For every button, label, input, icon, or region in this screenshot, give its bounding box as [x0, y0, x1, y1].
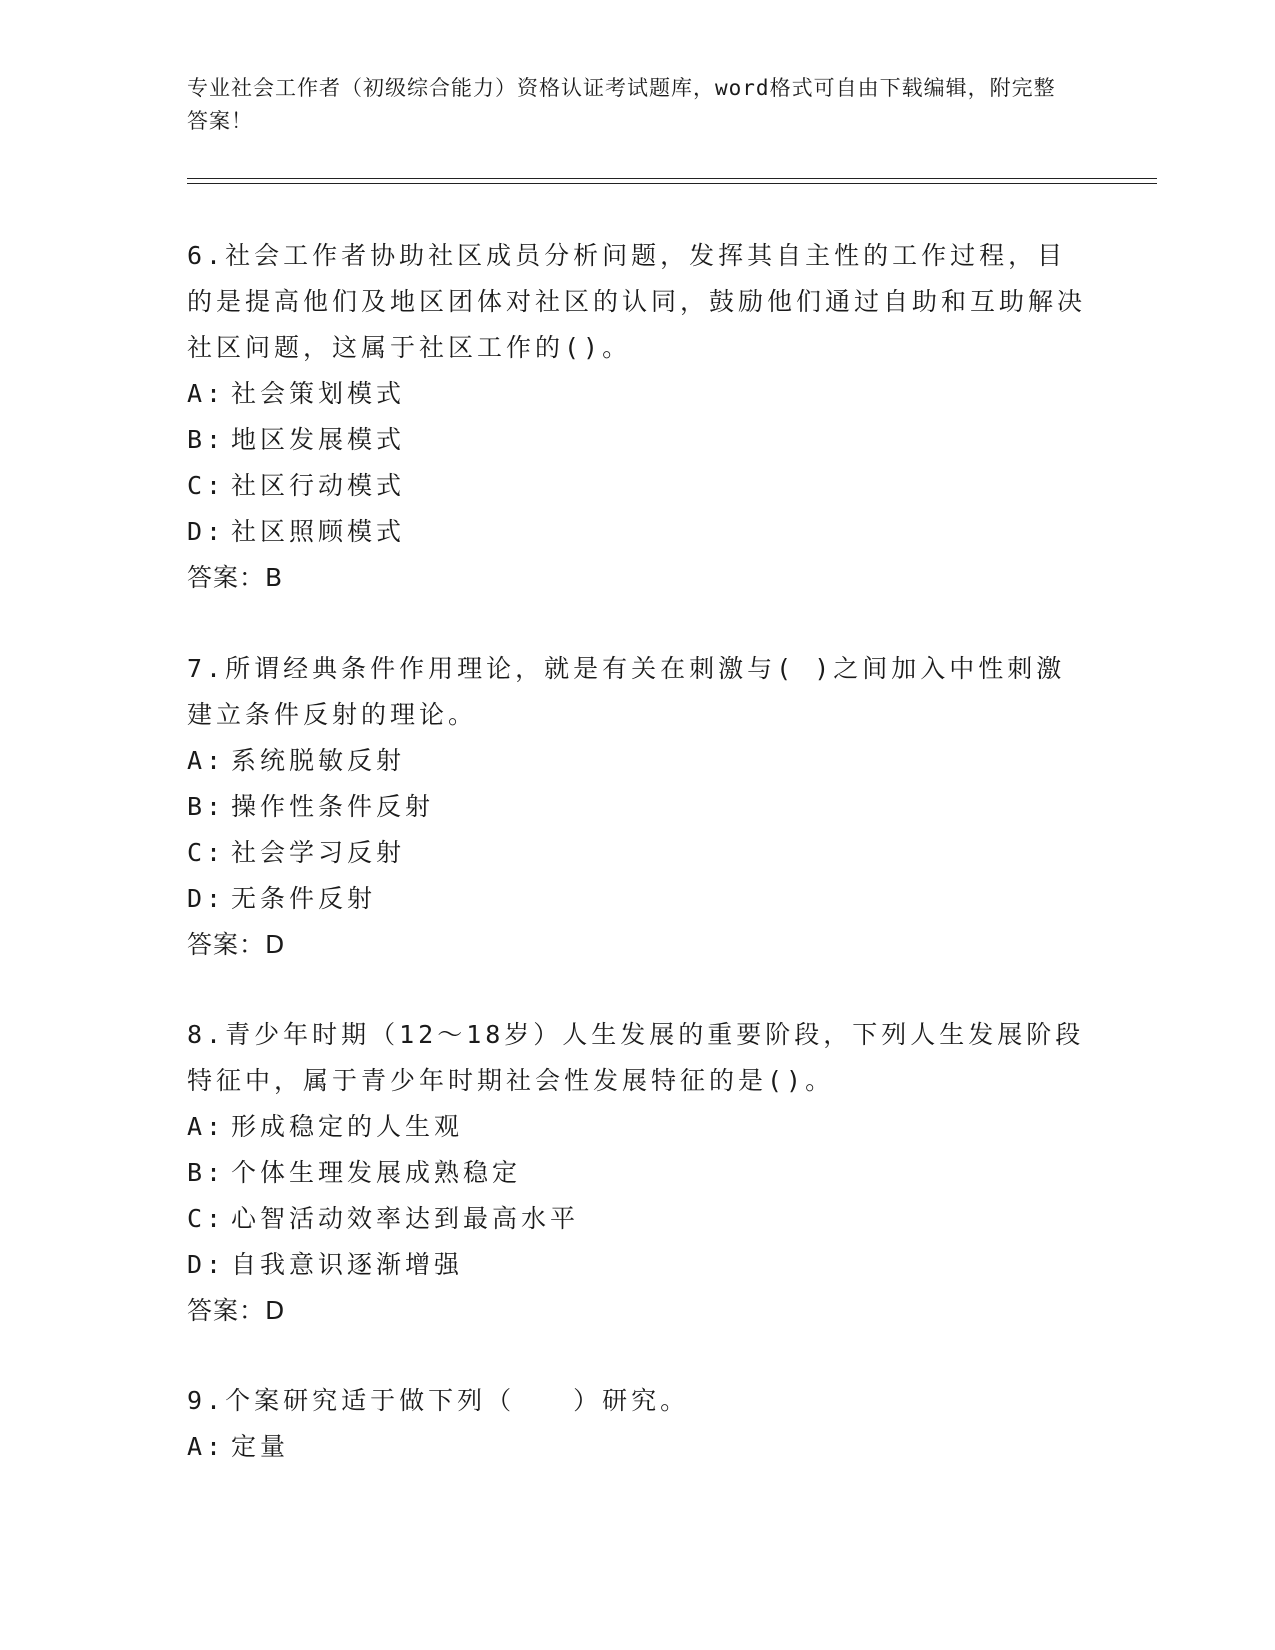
- option-text: 地区发展模式: [231, 425, 406, 454]
- answer-line: 答案：D: [187, 1296, 286, 1325]
- option-d: [187, 509, 1087, 555]
- option-a: [187, 1104, 1087, 1150]
- option-d: [187, 1242, 1087, 1288]
- option-letter: C:: [187, 1204, 226, 1233]
- option-letter: A:: [187, 379, 226, 408]
- option-b: [187, 1150, 1087, 1196]
- option-text: 无条件反射: [231, 884, 377, 913]
- header-divider-top: [187, 178, 1157, 179]
- option-a: [187, 1424, 1087, 1470]
- document-header: 专业社会工作者（初级综合能力）资格认证考试题库，word格式可自由下载编辑，附完整答案！: [187, 76, 1056, 133]
- option-letter: D:: [187, 1250, 226, 1279]
- option-c: [187, 1196, 1087, 1242]
- option-b: [187, 784, 1087, 830]
- question-stem: 6.社会工作者协助社区成员分析问题，发挥其自主性的工作过程，目的是提高他们及地区团体对社区的认同，鼓励他们通过自助和互助解决社区问题，这属于社区工作的()。: [187, 241, 1087, 362]
- option-text: 形成稳定的人生观: [231, 1112, 464, 1141]
- option-b: [187, 417, 1087, 463]
- question-stem: 7.所谓经典条件作用理论，就是有关在刺激与( )之间加入中性刺激建立条件反射的理论。: [187, 654, 1066, 729]
- option-text: 社会策划模式: [231, 379, 406, 408]
- option-letter: B:: [187, 425, 226, 454]
- option-text: 定量: [231, 1432, 290, 1461]
- option-letter: B:: [187, 1158, 226, 1187]
- option-a: [187, 371, 1087, 417]
- option-text: 自我意识逐渐增强: [231, 1250, 464, 1279]
- question-6: [187, 233, 1087, 601]
- question-7: [187, 646, 1087, 968]
- question-stem: 8.青少年时期（12～18岁）人生发展的重要阶段，下列人生发展阶段特征中，属于青少年时期社会性发展特征的是()。: [187, 1020, 1085, 1095]
- option-letter: D:: [187, 517, 226, 546]
- option-letter: C:: [187, 471, 226, 500]
- option-text: 心智活动效率达到最高水平: [231, 1204, 580, 1233]
- option-letter: C:: [187, 838, 226, 867]
- option-text: 社区行动模式: [231, 471, 406, 500]
- header-divider-bottom: [187, 183, 1157, 184]
- option-letter: B:: [187, 792, 226, 821]
- question-stem: 9.个案研究适于做下列（ ）研究。: [187, 1386, 690, 1415]
- option-text: 社区照顾模式: [231, 517, 406, 546]
- option-text: 个体生理发展成熟稳定: [231, 1158, 522, 1187]
- option-text: 社会学习反射: [231, 838, 406, 867]
- question-8: [187, 1012, 1087, 1334]
- option-letter: A:: [187, 746, 226, 775]
- option-c: [187, 830, 1087, 876]
- answer-line: 答案：B: [187, 563, 284, 592]
- option-letter: D:: [187, 884, 226, 913]
- question-9: [187, 1378, 1087, 1470]
- option-letter: A:: [187, 1432, 226, 1461]
- option-c: [187, 463, 1087, 509]
- option-d: [187, 876, 1087, 922]
- option-a: [187, 738, 1087, 784]
- option-text: 系统脱敏反射: [231, 746, 406, 775]
- option-letter: A:: [187, 1112, 226, 1141]
- option-text: 操作性条件反射: [231, 792, 435, 821]
- answer-line: 答案：D: [187, 930, 286, 959]
